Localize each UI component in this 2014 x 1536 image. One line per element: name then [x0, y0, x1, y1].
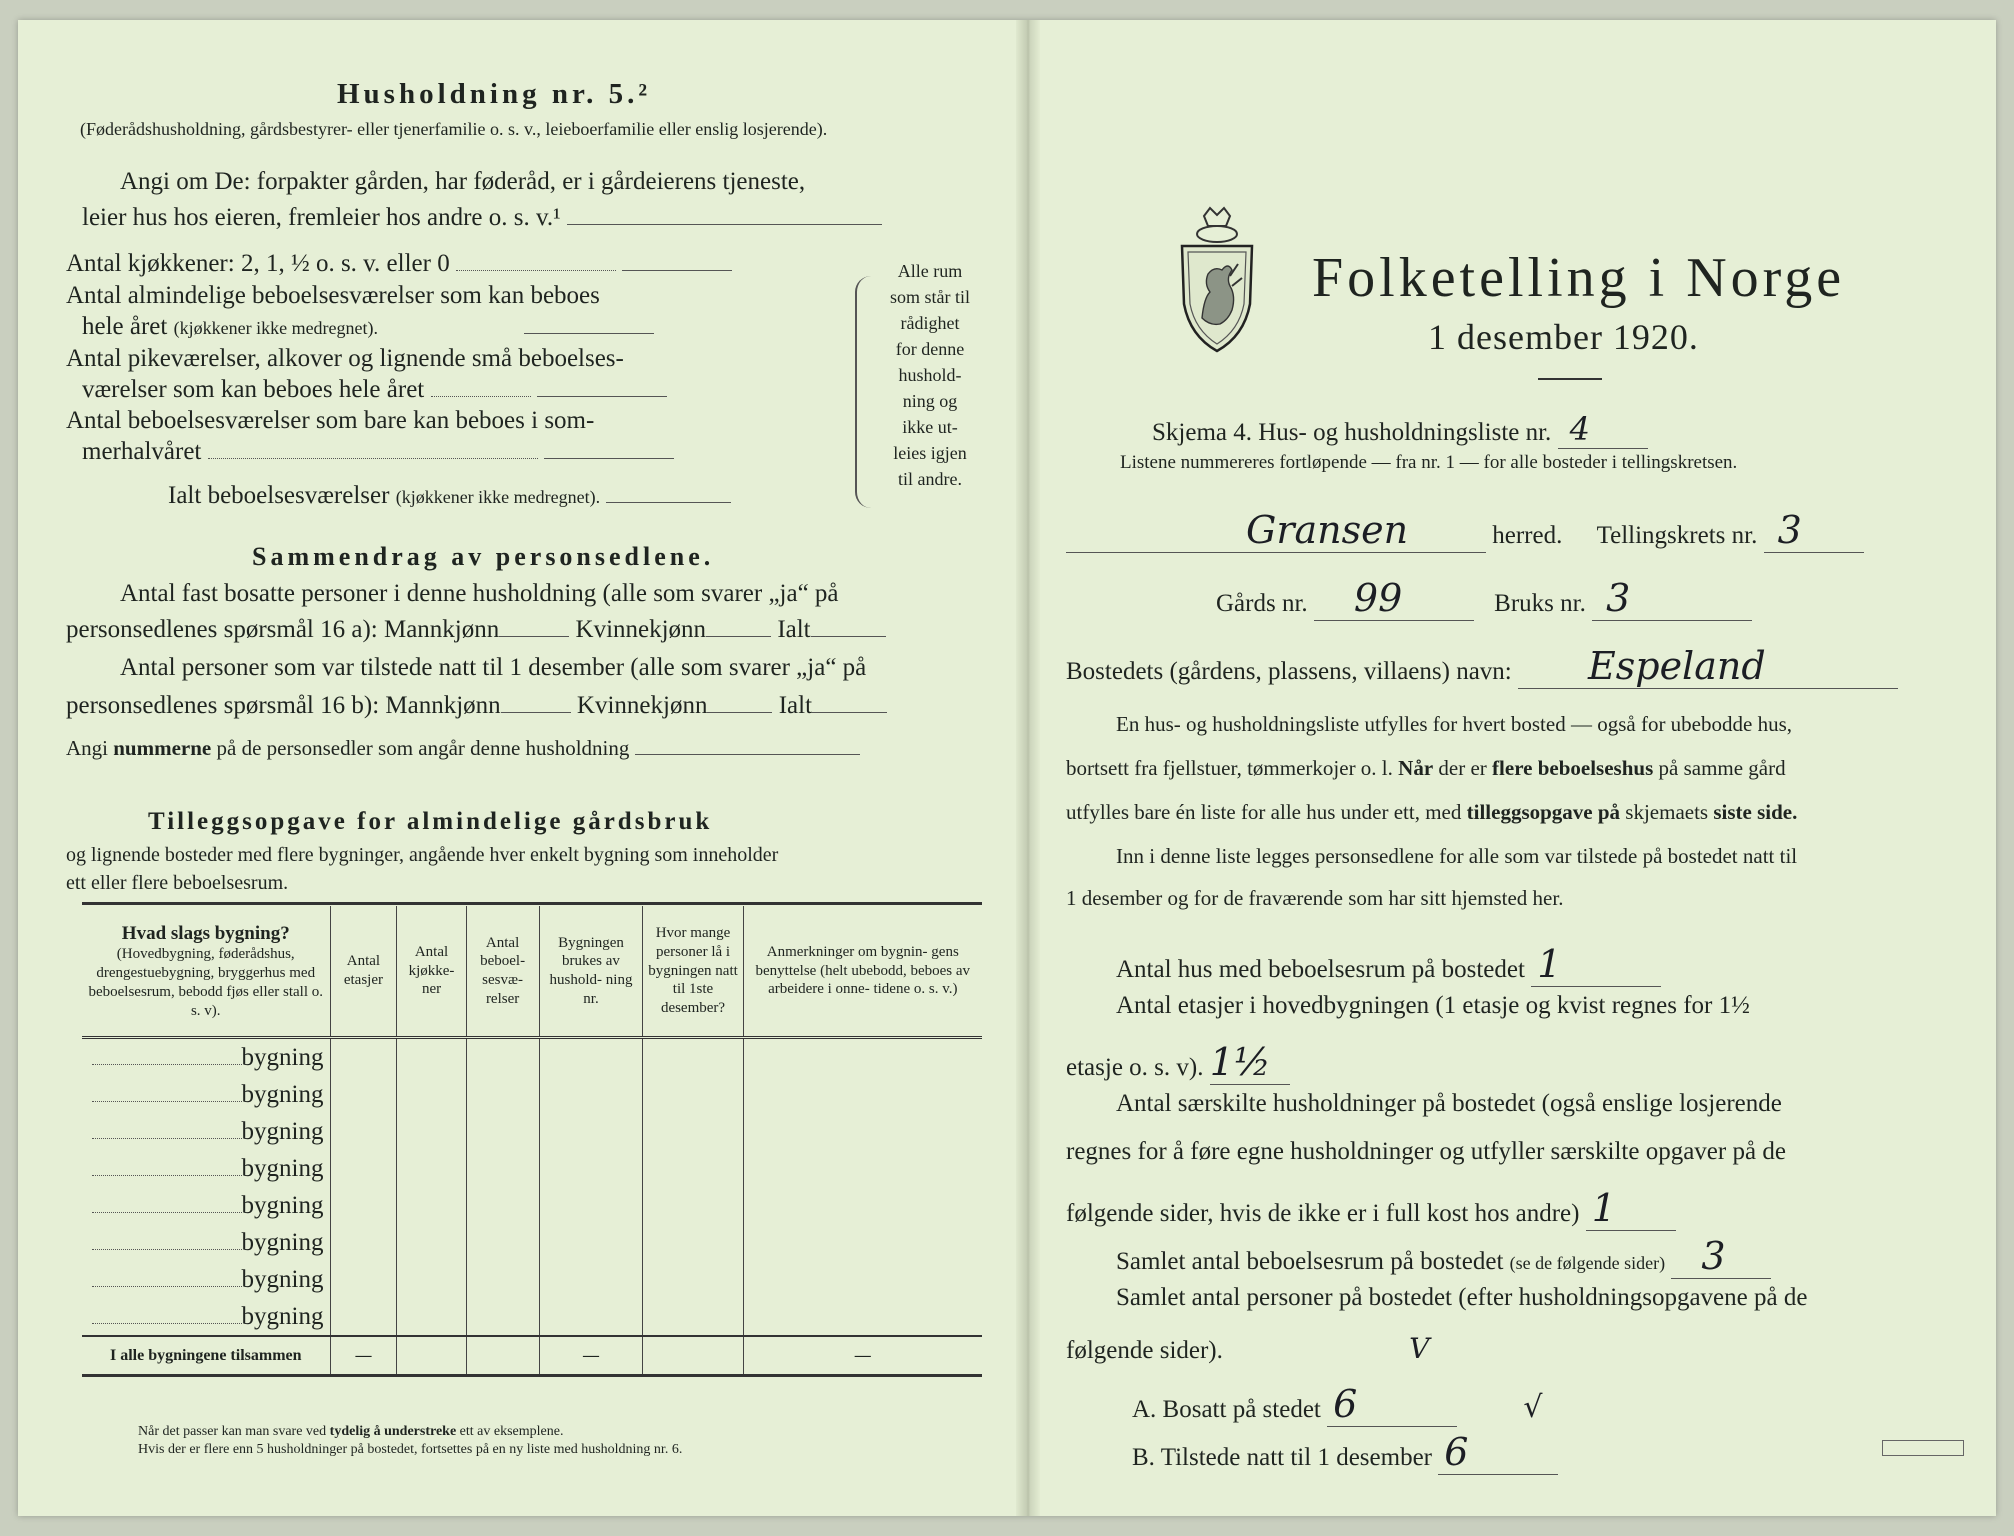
- table-row: [82, 1261, 982, 1298]
- ordinary-small: (kjøkkener ikke medregnet).: [173, 318, 379, 338]
- instruction-1: En hus- og husholdningsliste utfylles for hvert bosted — også for ubebodde hus,: [1116, 712, 1792, 736]
- q-hus-value: 1: [1537, 942, 1562, 986]
- table-row: [82, 1038, 982, 1077]
- right-page: [1048, 20, 1978, 1516]
- household-subtitle: (Føderådshusholdning, gårdsbestyrer- eller tjenerfamilie o. s. v., leieboerfamilie eller enslig losjerende).: [80, 119, 828, 139]
- summary-p2-line2: [66, 692, 887, 720]
- bosatt-label: A. Bosatt på stedet: [1132, 1396, 1321, 1423]
- p1-total-label: Ialt: [777, 616, 811, 643]
- table-cell[interactable]: [466, 1224, 539, 1261]
- sum-dash: —: [330, 1336, 397, 1376]
- side-note-line: hushold-: [898, 365, 962, 385]
- buildings-table: [82, 906, 982, 1377]
- bosted-label: Bostedets (gårdens, plassens, villaens) navn:: [1066, 658, 1512, 685]
- summary-p2-line1: Antal personer som var tilstede natt til 1 desember (alle som svarer „ja“ på: [120, 654, 867, 681]
- table-cell[interactable]: [539, 1224, 643, 1261]
- numbers-bold: nummerne: [113, 736, 212, 760]
- numbers-line: [66, 736, 860, 761]
- krets-label: Tellingskrets nr.: [1596, 522, 1758, 549]
- maid-answer[interactable]: [537, 396, 667, 397]
- bosatt-value: 6: [1333, 1382, 1358, 1426]
- coat-of-arms-icon: [1174, 206, 1260, 356]
- sum-label: I alle bygningene tilsammen: [82, 1336, 330, 1376]
- building-type-dots: [92, 1101, 242, 1102]
- summary-heading: Sammendrag av personsedlene.: [252, 542, 715, 571]
- ordinary-line-1: Antal almindelige beboelsesværelser som kan beboes: [66, 282, 600, 309]
- p2-male-answer[interactable]: [501, 712, 571, 713]
- bosted-value: Espeland: [1588, 644, 1766, 688]
- instruction-3: [1066, 800, 1797, 825]
- kitchens-answer[interactable]: [622, 270, 732, 271]
- q-etasjer-label: etasje o. s. v).: [1066, 1054, 1204, 1081]
- q-hus-line: [1116, 942, 1661, 987]
- rooms-side-note: [880, 258, 980, 492]
- q-etasjer-field[interactable]: [1210, 1040, 1290, 1085]
- instr2-a: bortsett fra fjellstuer, tømmerkojer o. l.: [1066, 756, 1399, 780]
- instr2-c: der er: [1433, 756, 1493, 780]
- kitchens-line: [66, 250, 732, 278]
- gards-field[interactable]: [1314, 576, 1474, 621]
- herred-label: herred.: [1492, 522, 1563, 549]
- footnote-1-prefix: Når det passer kan man svare ved: [138, 1424, 330, 1439]
- building-row-label: bygning: [241, 1117, 324, 1145]
- ordinary-line-2: [82, 313, 654, 341]
- building-type-dots: [92, 1138, 242, 1139]
- bosted-line: [1066, 644, 1898, 689]
- census-sheet: [18, 20, 1996, 1516]
- table-cell[interactable]: [743, 1150, 982, 1187]
- instr3-d: siste side.: [1713, 800, 1798, 824]
- buildings-table-header: [82, 906, 982, 1038]
- p2-total-label: Ialt: [778, 692, 813, 719]
- side-note-line: leies igjen: [893, 443, 967, 463]
- household-title: Husholdning nr. 5.²: [337, 78, 652, 110]
- q-hush-value: 1: [1591, 1186, 1616, 1230]
- building-row-label: bygning: [241, 1191, 324, 1219]
- building-type-cell[interactable]: [82, 1150, 330, 1187]
- bruks-label: Bruks nr.: [1494, 590, 1586, 617]
- page-fold: [1016, 20, 1040, 1516]
- ordinary-label: hele året: [82, 313, 168, 340]
- title-rule: [1538, 378, 1602, 380]
- table-cell[interactable]: [539, 1076, 643, 1113]
- q-etasjer-line-1: Antal etasjer i hovedbygningen (1 etasje og kvist regnes for 1½: [1116, 992, 1750, 1019]
- q-hus-label: Antal hus med beboelsesrum på bostedet: [1116, 956, 1525, 983]
- table-header-title: Hvad slags bygning?: [121, 922, 290, 944]
- table-cell[interactable]: [397, 1113, 466, 1150]
- table-cell[interactable]: [539, 1187, 643, 1224]
- table-cell[interactable]: [466, 1150, 539, 1187]
- ordinary-answer[interactable]: [524, 333, 654, 334]
- left-page: [60, 20, 995, 1516]
- building-type-dots: [92, 1064, 242, 1065]
- p2-total-answer[interactable]: [812, 712, 887, 713]
- table-cell[interactable]: [330, 1113, 397, 1150]
- table-header-cell: [743, 906, 982, 1038]
- summary-p1-line1: Antal fast bosatte personer i denne husholdning (alle som svarer „ja“ på: [120, 580, 839, 607]
- table-cell[interactable]: [330, 1224, 397, 1261]
- table-cell[interactable]: [643, 1298, 743, 1336]
- building-row-label: bygning: [241, 1080, 324, 1108]
- building-type-dots: [92, 1212, 242, 1213]
- building-type-dots: [92, 1175, 242, 1176]
- printer-stamp: [1882, 1440, 1964, 1456]
- table-cell[interactable]: [643, 1187, 743, 1224]
- table-cell[interactable]: [643, 1224, 743, 1261]
- table-header-cell: [466, 906, 539, 1038]
- table-cell[interactable]: [397, 1261, 466, 1298]
- building-type-cell[interactable]: [82, 1076, 330, 1113]
- building-type-dots: [92, 1286, 242, 1287]
- tilstede-line: [1132, 1430, 1558, 1475]
- table-header-text: Hvor mange personer lå i bygningen natt til 1ste desember?: [648, 925, 738, 1017]
- side-note-line: rådighet: [900, 313, 960, 333]
- table-cell[interactable]: [539, 1038, 643, 1077]
- instr3-c: skjemaets: [1620, 800, 1714, 824]
- table-header-cell: [397, 906, 466, 1038]
- numbers-answer[interactable]: [635, 754, 860, 755]
- instr2-e: på samme gård: [1653, 756, 1786, 780]
- q-rum-label: Samlet antal beboelsesrum på bostedet: [1116, 1248, 1504, 1275]
- bosatt-checkmark: √: [1523, 1390, 1543, 1425]
- building-type-dots: [92, 1323, 242, 1324]
- summer-line-2: [82, 438, 674, 466]
- bosted-field[interactable]: [1518, 644, 1898, 689]
- numbering-note: Listene nummereres fortløpende — fra nr. 1 — for alle bosteder i tellingskretsen.: [1120, 452, 1738, 473]
- footnote-2: Hvis der er flere enn 5 husholdninger på bostedet, fortsettes på en ny liste med husholdning nr. 6.: [138, 1442, 683, 1457]
- bosatt-line: [1132, 1382, 1542, 1427]
- krets-value: 3: [1777, 508, 1802, 552]
- table-cell[interactable]: [539, 1150, 643, 1187]
- building-type-cell[interactable]: [82, 1224, 330, 1261]
- footnote-1-suffix: ett av eksemplene.: [456, 1424, 564, 1439]
- q-rum-value: 3: [1701, 1234, 1726, 1278]
- p2-male-label: personsedlenes spørsmål 16 b): Mannkjønn: [66, 692, 501, 719]
- table-row: [82, 1076, 982, 1113]
- angi-line-1: Angi om De: forpakter gården, har føderåd, er i gårdeierens tjeneste,: [120, 168, 806, 195]
- p1-female-answer[interactable]: [706, 636, 771, 637]
- building-row-label: bygning: [241, 1228, 324, 1256]
- p1-total-answer[interactable]: [811, 636, 886, 637]
- table-header-text: Antal etasjer: [343, 953, 383, 988]
- table-cell[interactable]: [743, 1224, 982, 1261]
- sum-cell: [643, 1336, 743, 1376]
- table-cell[interactable]: [743, 1076, 982, 1113]
- sum-cell: [397, 1336, 466, 1376]
- q-hush-label: følgende sider, hvis de ikke er i full kost hos andre): [1066, 1200, 1580, 1227]
- table-cell[interactable]: [397, 1298, 466, 1336]
- side-note-line: Alle rum: [897, 261, 963, 281]
- instr3-b: tilleggsopgave på: [1466, 800, 1621, 824]
- table-header-text: (Hovedbygning, føderådshus, drengestuebygning, bryggerhus med beboelsesrum, bebodd fjøs eller stall o. s. v).: [88, 946, 324, 1019]
- q-pers-label: følgende sider).: [1066, 1337, 1223, 1364]
- side-note-line: for denne: [895, 339, 965, 359]
- q-pers-line-2: [1066, 1332, 1429, 1365]
- table-cell[interactable]: [466, 1113, 539, 1150]
- table-row: [82, 1113, 982, 1150]
- instr3-a: utfylles bare én liste for alle hus under ett, med: [1066, 800, 1467, 824]
- maid-line-2: [82, 376, 667, 404]
- table-cell[interactable]: [397, 1038, 466, 1077]
- schema-number-field[interactable]: [1558, 410, 1648, 449]
- building-type-cell[interactable]: [82, 1113, 330, 1150]
- table-cell[interactable]: [539, 1298, 643, 1336]
- angi-answer-line[interactable]: [567, 224, 882, 225]
- instruction-5: 1 desember og for de fraværende som har sitt hjemsted her.: [1066, 886, 1564, 910]
- table-cell[interactable]: [330, 1298, 397, 1336]
- table-cell[interactable]: [643, 1261, 743, 1298]
- total-rooms-label: Ialt beboelsesværelser: [168, 482, 390, 509]
- building-type-cell[interactable]: [82, 1038, 330, 1077]
- building-type-cell[interactable]: [82, 1261, 330, 1298]
- total-rooms-line: [168, 482, 731, 510]
- q-hus-field[interactable]: [1531, 942, 1661, 987]
- tilstede-label: B. Tilstede natt til 1 desember: [1132, 1444, 1432, 1471]
- table-cell[interactable]: [743, 1187, 982, 1224]
- bruks-field[interactable]: [1592, 576, 1752, 621]
- total-rooms-small: (kjøkkener ikke medregnet).: [395, 487, 601, 507]
- buildings-table-body: [82, 1038, 982, 1376]
- farm-text-1: og lignende bosteder med flere bygninger, angående hver enkelt bygning som inneholder: [66, 844, 779, 866]
- census-title: Folketelling i Norge: [1312, 247, 1846, 309]
- q-rum-field[interactable]: [1671, 1234, 1771, 1279]
- q-hush-line-3: [1066, 1186, 1676, 1231]
- q-etasjer-value: 1½: [1209, 1040, 1271, 1084]
- summary-p1-line2: [66, 616, 886, 644]
- table-cell[interactable]: [643, 1038, 743, 1077]
- building-row-label: bygning: [241, 1265, 324, 1293]
- building-row-label: bygning: [241, 1154, 324, 1182]
- herred-value: Gransen: [1246, 508, 1409, 552]
- table-cell[interactable]: [397, 1150, 466, 1187]
- table-cell[interactable]: [330, 1150, 397, 1187]
- q-hush-line-1: Antal særskilte husholdninger på bostedet (også enslige losjerende: [1116, 1090, 1782, 1117]
- q-hush-line-2: regnes for å føre egne husholdninger og utfyller særskilte opgaver på de: [1066, 1138, 1786, 1165]
- table-cell[interactable]: [397, 1224, 466, 1261]
- table-cell[interactable]: [643, 1113, 743, 1150]
- table-cell[interactable]: [466, 1187, 539, 1224]
- table-cell[interactable]: [643, 1076, 743, 1113]
- building-type-cell[interactable]: [82, 1187, 330, 1224]
- table-header-text: Antal beboel- sesvæ- relser: [480, 934, 526, 1007]
- table-sum-row: [82, 1336, 982, 1376]
- p2-female-label: Kvinnekjønn: [576, 692, 708, 719]
- q-hush-field[interactable]: [1586, 1186, 1676, 1231]
- sum-dash: —: [743, 1336, 982, 1376]
- instr2-b: Når: [1398, 756, 1434, 780]
- table-cell[interactable]: [743, 1113, 982, 1150]
- gards-line: [1216, 576, 1752, 621]
- rooms-brace: [855, 276, 881, 508]
- maid-line-1: Antal pikeværelser, alkover og lignende små beboelses-: [66, 345, 624, 372]
- table-cell[interactable]: [330, 1076, 397, 1113]
- summer-dots: [208, 458, 538, 459]
- table-header-text: Anmerkninger om bygnin- gens benyttelse (helt ubebodd, beboes av arbeidere i onne- tidene o. s. v.): [755, 943, 971, 998]
- angi-line-2: [82, 204, 882, 232]
- p1-male-label: personsedlenes spørsmål 16 a): Mannkjønn: [66, 616, 500, 643]
- p1-female-label: Kvinnekjønn: [575, 616, 707, 643]
- q-rum-small: (se de følgende sider): [1509, 1253, 1666, 1273]
- farm-text-2: ett eller flere beboelsesrum.: [66, 872, 289, 894]
- table-cell[interactable]: [743, 1261, 982, 1298]
- table-cell[interactable]: [466, 1298, 539, 1336]
- gards-value: 99: [1353, 576, 1403, 620]
- table-row: [82, 1224, 982, 1261]
- building-row-label: bygning: [241, 1302, 324, 1330]
- kitchens-label: Antal kjøkkener: 2, 1, ½ o. s. v. eller 0: [66, 250, 450, 277]
- numbers-suffix: på de personsedler som angår denne husholdning: [211, 736, 630, 760]
- table-cell[interactable]: [330, 1261, 397, 1298]
- side-note-line: til andre.: [898, 469, 962, 489]
- table-header-cell: [539, 906, 643, 1038]
- schema-label: Skjema 4. Hus- og husholdningsliste nr.: [1152, 419, 1552, 446]
- table-cell[interactable]: [643, 1150, 743, 1187]
- table-header-cell: [82, 906, 330, 1038]
- side-note-line: ning og: [902, 391, 958, 411]
- summer-line-1: Antal beboelsesværelser som bare kan beboes i som-: [66, 407, 595, 434]
- tilstede-field[interactable]: [1438, 1430, 1558, 1475]
- q-pers-line-1: Samlet antal personer på bostedet (efter husholdningsopgavene på de: [1116, 1284, 1808, 1311]
- footnote-1: [138, 1424, 563, 1440]
- farm-heading: Tilleggsopgave for almindelige gårdsbruk: [148, 808, 713, 835]
- p2-female-answer[interactable]: [707, 712, 772, 713]
- schema-line: [1152, 410, 1648, 449]
- sum-cell: [466, 1336, 539, 1376]
- farm-table-top-rule: [82, 902, 982, 905]
- schema-number: 4: [1569, 410, 1590, 448]
- table-row: [82, 1187, 982, 1224]
- table-cell[interactable]: [539, 1113, 643, 1150]
- side-note-line: som står til: [890, 287, 970, 307]
- krets-field[interactable]: [1764, 508, 1864, 553]
- table-cell[interactable]: [330, 1038, 397, 1077]
- table-cell[interactable]: [330, 1187, 397, 1224]
- building-type-cell[interactable]: [82, 1298, 330, 1336]
- summer-answer[interactable]: [544, 458, 674, 459]
- bosatt-field[interactable]: [1327, 1382, 1457, 1427]
- table-cell[interactable]: [466, 1038, 539, 1077]
- numbers-prefix: Angi: [66, 736, 114, 760]
- sum-dash: —: [539, 1336, 643, 1376]
- herred-line: [1066, 508, 1864, 553]
- footnote-1-bold: tydelig å understreke: [329, 1424, 457, 1439]
- maid-dots: [431, 396, 531, 397]
- table-row: [82, 1150, 982, 1187]
- table-cell[interactable]: [743, 1298, 982, 1336]
- gards-label: Gårds nr.: [1216, 590, 1308, 617]
- instruction-2: [1066, 756, 1786, 781]
- table-cell[interactable]: [743, 1038, 982, 1077]
- table-cell[interactable]: [539, 1261, 643, 1298]
- census-date: 1 desember 1920.: [1428, 317, 1699, 357]
- building-type-dots: [92, 1249, 242, 1250]
- table-header-text: Antal kjøkke- ner: [408, 943, 455, 998]
- q-etasjer-line-2: [1066, 1040, 1290, 1085]
- angi-line-2-text: leier hus hos eieren, fremleier hos andre o. s. v.¹: [82, 204, 561, 231]
- table-cell[interactable]: [466, 1076, 539, 1113]
- building-row-label: bygning: [241, 1043, 324, 1071]
- table-header-cell: [643, 906, 743, 1038]
- table-cell[interactable]: [397, 1187, 466, 1224]
- maid-label: værelser som kan beboes hele året: [82, 376, 425, 403]
- q-rum-line: [1116, 1234, 1771, 1279]
- herred-field[interactable]: [1066, 508, 1486, 553]
- summer-label: merhalvåret: [82, 438, 202, 465]
- instruction-4: Inn i denne liste legges personsedlene for alle som var tilstede på bostedet natt til: [1116, 844, 1798, 868]
- table-header-text: Bygningen brukes av hushold- ning nr.: [549, 934, 633, 1007]
- table-header-cell: [330, 906, 397, 1038]
- tilstede-value: 6: [1444, 1430, 1469, 1474]
- p1-male-answer[interactable]: [499, 636, 569, 637]
- kitchens-dots: [456, 270, 616, 271]
- q-pers-checkmark: V: [1409, 1332, 1430, 1365]
- table-cell[interactable]: [466, 1261, 539, 1298]
- table-cell[interactable]: [397, 1076, 466, 1113]
- total-rooms-answer[interactable]: [606, 502, 731, 503]
- side-note-line: ikke ut-: [902, 417, 958, 437]
- instr2-d: flere beboelseshus: [1492, 756, 1654, 780]
- table-row: [82, 1298, 982, 1336]
- bruks-value: 3: [1606, 576, 1631, 620]
